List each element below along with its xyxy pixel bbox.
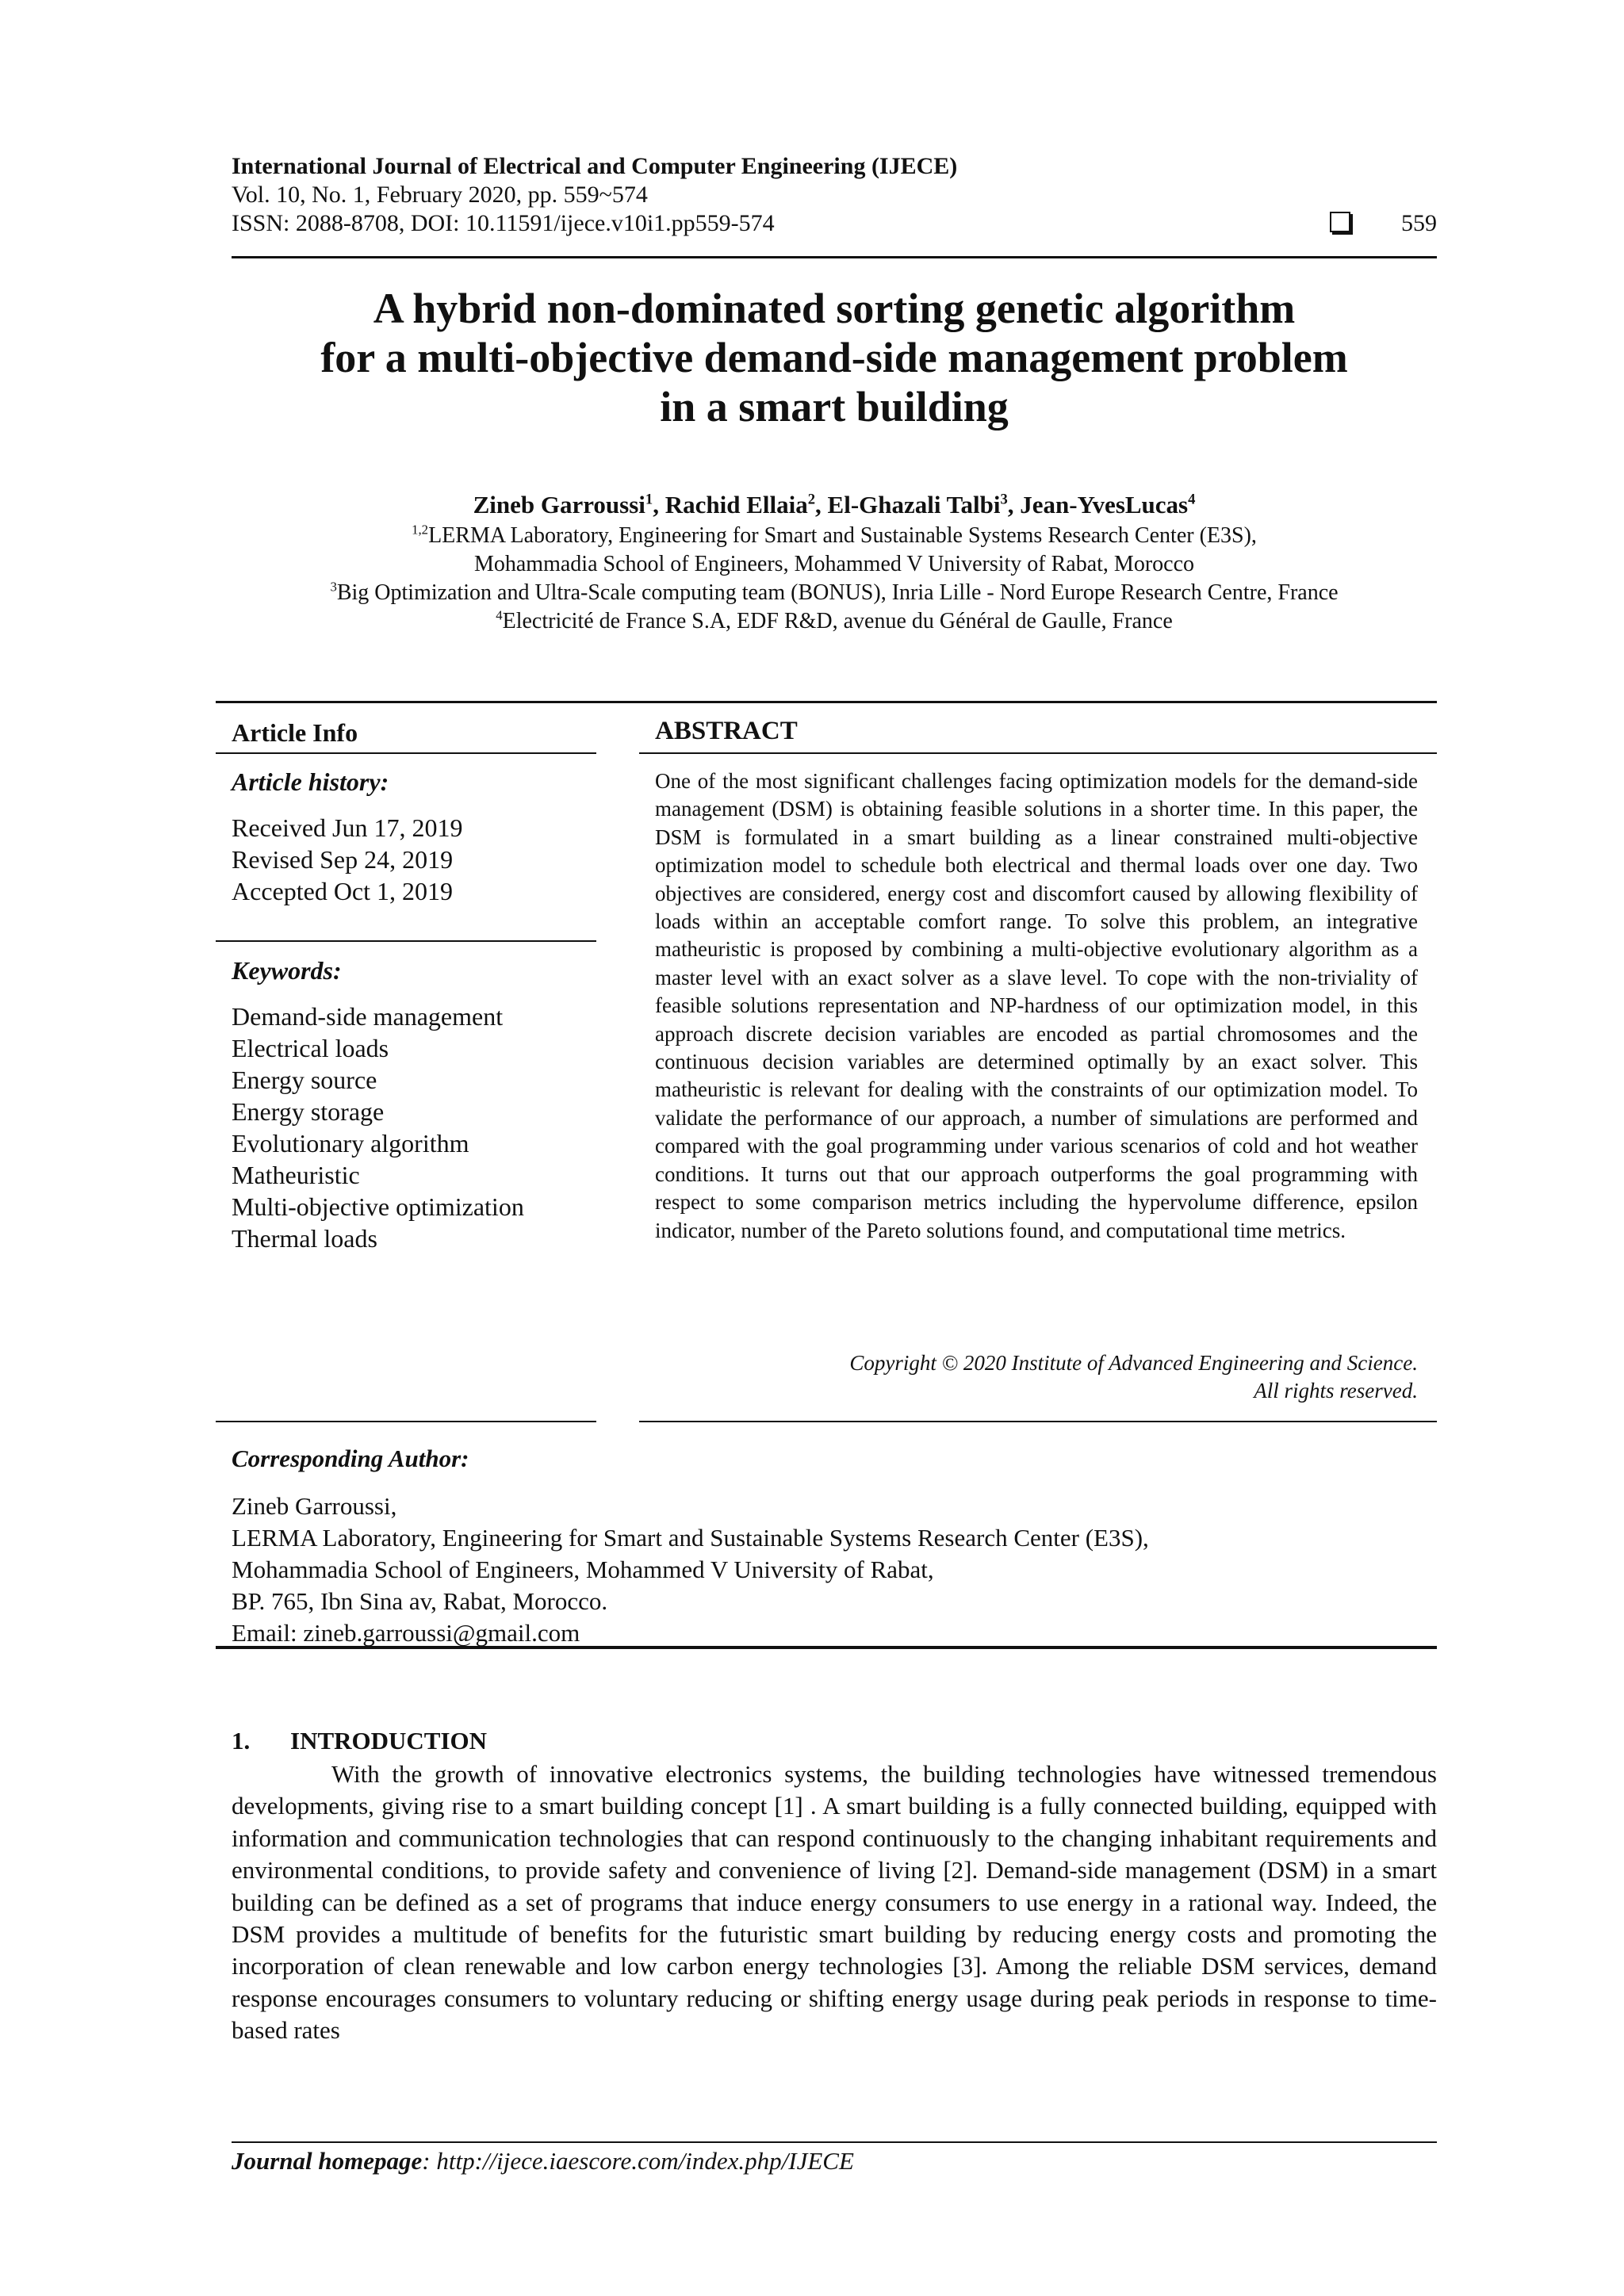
copyright-line: Copyright © 2020 Institute of Advanced Engineering and Science. (849, 1351, 1418, 1375)
abstract-text: One of the most significant challenges facing optimization models for the demand-side management (DSM) is obtaining feasible solutions in a shorter time. In this paper, the DSM is formulated in a smart building as a linear constrained multi-objective optimization model to schedule both electrical and thermal loads over one day. Two objectives are considered, energy cost and discomfort caused by allowing flexibility of loads within an acceptable comfort range. To solve this problem, an integrative matheuristic is proposed by combining a multi-objective evolutionary algorithm as a master level with an exact solver as a slave level. To cope with the non-triviality of feasible solutions representation and NP-hardness of our optimization model, in this approach discrete decision variables are encoded as partial chromosomes and the continuous decision variables are determined optimally by an exact solver. This matheuristic is relevant for dealing with the constraints of our optimization model. To validate the performance of our approach, a number of simulations are performed and compared with the goal programming under various scenarios of cold and hot weather conditions. It turns out that our approach outperforms the goal programming with respect to some comparison metrics including the hypervolume difference, epsilon indicator, number of the Pareto solutions found, and computational time metrics. (655, 769, 1418, 1242)
journal-homepage (232, 2147, 854, 2175)
keyword-item: Demand-side management (232, 1002, 504, 1031)
author-sup: 1 (645, 491, 653, 508)
title-line: for a multi-objective demand-side management problem (320, 334, 1348, 381)
article-info-rule (216, 752, 596, 754)
title-line: in a smart building (660, 383, 1009, 430)
abstract-heading-rule (639, 752, 1437, 754)
affiliation-line (232, 607, 1437, 636)
author-name: Zineb Garroussi (473, 491, 645, 519)
page-number-box (1330, 209, 1437, 238)
corresponding-line: BP. 765, Ibn Sina av, Rabat, Morocco. (232, 1587, 608, 1615)
corresponding-line: LERMA Laboratory, Engineering for Smart and Sustainable Systems Research Center (E3S), (232, 1524, 1149, 1552)
affiliation-sup: 4 (496, 607, 503, 623)
corresponding-author-details (232, 1490, 1437, 1649)
affiliation-line (232, 522, 1437, 550)
footer-rule (232, 2141, 1437, 2143)
info-bottom-rule (216, 1421, 596, 1422)
keyword-item: Energy source (232, 1066, 377, 1094)
info-top-rule (216, 701, 1437, 703)
keyword-item: Thermal loads (232, 1224, 377, 1253)
hollow-square-icon (1330, 212, 1350, 232)
author-sup: 2 (807, 491, 816, 508)
history-item: Received Jun 17, 2019 (232, 813, 463, 842)
corresponding-email: Email: zineb.garroussi@gmail.com (232, 1619, 580, 1647)
affiliation-line (232, 579, 1437, 607)
issn-line (232, 209, 1437, 238)
article-info (232, 717, 596, 1253)
article-info-heading: Article Info (232, 718, 358, 747)
keyword-item: Energy storage (232, 1097, 385, 1126)
introduction-text: With the growth of innovative electronics systems, the building technologies have witnessed tremendous developments, giving rise to a smart building concept [1] . A smart building is a fully connected building, equipped with information and communication technologies that can respond continuously to the changing inhabitant requirements and environmental conditions, to provide safety and convenience of living [2]. Demand-side management (DSM) in a smart building can be defined as a set of programs that induce energy consumers to use energy in a rational way. Indeed, the DSM provides a multitude of benefits for the futuristic smart building by reducing energy costs and promoting the incorporation of clean renewable and low carbon energy technologies [3]. Among the reliable DSM services, demand response encourages consumers to voluntary reducing or shifting energy usage during peak periods in response to time-based rates (232, 1760, 1437, 2045)
section-heading (232, 1727, 487, 1755)
article-history-list (232, 812, 463, 907)
section-number: 1. (232, 1727, 251, 1755)
section-title: INTRODUCTION (290, 1727, 488, 1755)
history-item: Accepted Oct 1, 2019 (232, 877, 454, 905)
affiliation-text: Electricité de France S.A, EDF R&D, avenue du Général de Gaulle, France (502, 609, 1173, 633)
author-separator: , (1007, 491, 1021, 519)
homepage-link[interactable]: : http://ijece.iaescore.com/index.php/IJECE (422, 2147, 854, 2175)
author-name: El-Ghazali Talbi (827, 491, 1001, 519)
paper-title (232, 284, 1437, 431)
author-name: Rachid Ellaia (665, 491, 808, 519)
corresponding-line: Mohammadia School of Engineers, Mohammed V University of Rabat, (232, 1556, 934, 1583)
journal-volume: Vol. 10, No. 1, February 2020, pp. 559~574 (232, 182, 648, 208)
corresponding-line: Zineb Garroussi, (232, 1492, 397, 1520)
copyright-notice (655, 1349, 1418, 1405)
history-item: Revised Sep 24, 2019 (232, 845, 454, 874)
corresponding-author-heading: Corresponding Author: (232, 1445, 469, 1472)
issn-doi: ISSN: 2088-8708, DOI: 10.11591/ijece.v10i1.pp559-574 (232, 210, 775, 236)
author-sup: 3 (1000, 491, 1008, 508)
history-rule (216, 940, 596, 942)
keyword-item: Electrical loads (232, 1034, 389, 1062)
affiliations (232, 522, 1437, 636)
header-rule (232, 256, 1437, 258)
author-list (232, 490, 1437, 520)
homepage-label: Journal homepage (232, 2147, 423, 2175)
affiliation-text: Big Optimization and Ultra-Scale computing team (BONUS), Inria Lille - Nord Europe Research Centre, France (336, 580, 1339, 605)
affiliation-text: LERMA Laboratory, Engineering for Smart and Sustainable Systems Research Center (E3S), (428, 523, 1257, 548)
keyword-item: Multi-objective optimization (232, 1192, 524, 1221)
title-line: A hybrid non-dominated sorting genetic algorithm (373, 285, 1296, 332)
keyword-item: Matheuristic (232, 1161, 360, 1189)
keywords-heading: Keywords: (232, 956, 342, 985)
article-history-heading: Article history: (232, 767, 389, 796)
affiliation-line: Mohammadia School of Engineers, Mohammed V University of Rabat, Morocco (473, 552, 1195, 576)
copyright-line: All rights reserved. (1254, 1379, 1418, 1402)
author-separator: , (815, 491, 828, 519)
keywords-list (232, 1001, 524, 1254)
affiliation-sup: 1,2 (412, 522, 429, 538)
journal-header (232, 152, 1437, 238)
keyword-item: Evolutionary algorithm (232, 1129, 469, 1158)
abstract-bottom-rule (639, 1421, 1437, 1422)
journal-name: International Journal of Electrical and Computer Engineering (IJECE) (232, 153, 958, 179)
abstract-heading: ABSTRACT (655, 717, 798, 745)
page-number: 559 (1401, 210, 1437, 236)
author-name: Jean-YvesLucas (1020, 491, 1189, 519)
affiliation-sup: 3 (330, 579, 337, 595)
author-sup: 4 (1188, 491, 1196, 508)
author-separator: , (653, 491, 665, 519)
